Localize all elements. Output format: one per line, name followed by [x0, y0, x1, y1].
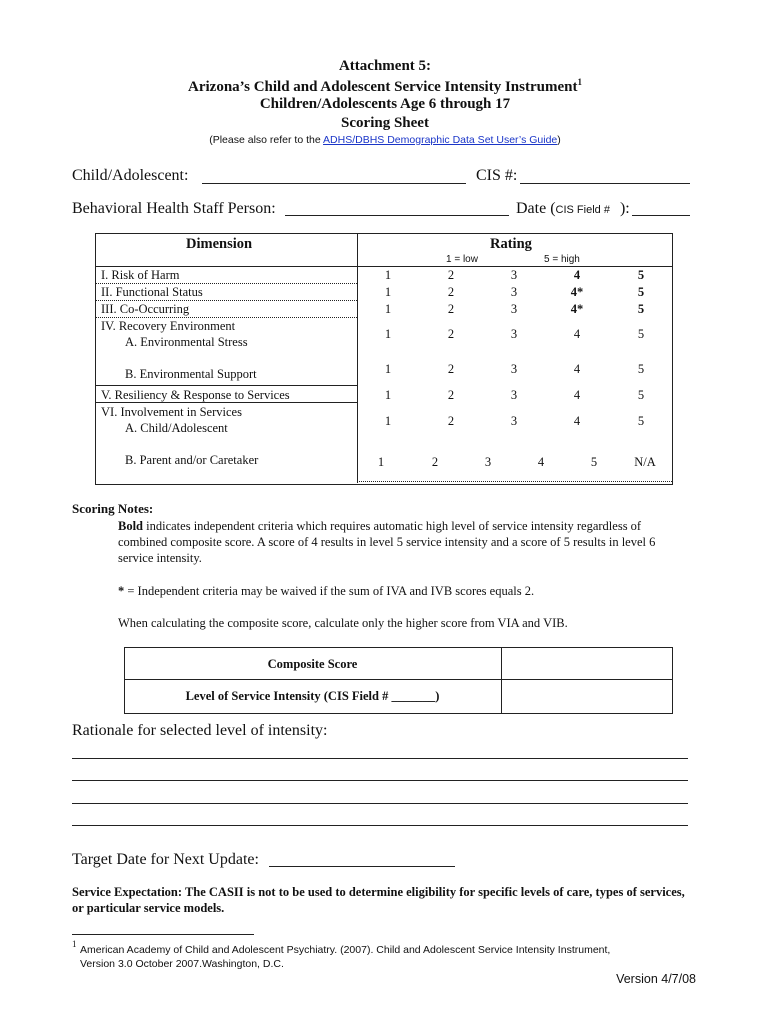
- reference-prefix: (Please also refer to the: [209, 134, 324, 146]
- rating-option-bold[interactable]: 4: [573, 268, 581, 282]
- row-resiliency: V. Resiliency & Response to Services: [101, 388, 290, 402]
- rating-option[interactable]: 5: [637, 327, 645, 341]
- rating-option[interactable]: 1: [377, 455, 385, 469]
- rating-option[interactable]: 2: [447, 362, 455, 376]
- scoring-note-bold: [118, 518, 690, 566]
- rationale-line[interactable]: [72, 780, 688, 781]
- rating-option[interactable]: 2: [447, 414, 455, 428]
- rating-option[interactable]: 4: [573, 388, 581, 402]
- rating-option-bold[interactable]: 5: [637, 302, 645, 316]
- main-title-text: Arizona’s Child and Adolescent Service Intensity Instrument: [188, 79, 578, 95]
- cis-number-field[interactable]: [520, 183, 690, 184]
- rating-option[interactable]: 3: [510, 414, 518, 428]
- row-parent-caretaker: B. Parent and/or Caretaker: [125, 453, 259, 467]
- header-rule: [95, 266, 672, 267]
- date-label-close: ):: [619, 200, 630, 217]
- low-legend: 1 = low: [446, 254, 478, 265]
- rating-option[interactable]: 5: [590, 455, 598, 469]
- rating-option[interactable]: 1: [384, 388, 392, 402]
- rating-option[interactable]: 5: [637, 362, 645, 376]
- row-rule: [95, 300, 357, 301]
- composite-score-label: Composite Score: [267, 657, 358, 671]
- bold-keyword: Bold: [118, 519, 144, 533]
- rating-option[interactable]: 3: [510, 302, 518, 316]
- doc-main-title: [0, 77, 770, 96]
- row-environmental-support: B. Environmental Support: [125, 367, 257, 381]
- row-rule: [95, 283, 357, 284]
- rationale-line[interactable]: [72, 758, 688, 759]
- doc-attachment-title: Attachment 5:: [338, 58, 432, 74]
- rating-option[interactable]: 4: [573, 414, 581, 428]
- cis-number-label: CIS #:: [476, 167, 518, 184]
- row-involvement: VI. Involvement in Services: [101, 405, 242, 419]
- row-rule: [95, 317, 357, 318]
- rating-option[interactable]: 3: [510, 388, 518, 402]
- doc-scoring-sheet-title: Scoring Sheet: [341, 115, 429, 131]
- star-symbol: *: [118, 584, 125, 598]
- composite-divider: [501, 647, 502, 713]
- row-rule: [95, 385, 357, 386]
- rationale-line[interactable]: [72, 825, 688, 826]
- rating-option[interactable]: 1: [384, 414, 392, 428]
- row-risk-of-harm: I. Risk of Harm: [101, 268, 180, 282]
- rating-option[interactable]: 1: [384, 362, 392, 376]
- service-expectation: Service Expectation: The CASII is not to be used to determine eligibility for specific levels of care, types of services, or particular service models.: [72, 885, 685, 915]
- rating-option[interactable]: 1: [384, 285, 392, 299]
- date-label-open: Date (: [516, 200, 556, 217]
- date-field[interactable]: [632, 215, 690, 216]
- row-co-occurring: III. Co-Occurring: [101, 302, 190, 316]
- table-divider: [357, 233, 358, 483]
- rating-option[interactable]: 2: [447, 268, 455, 282]
- composite-score-value[interactable]: [503, 649, 670, 678]
- rating-option-bold[interactable]: 4*: [570, 285, 584, 299]
- row-recovery-environment: IV. Recovery Environment: [101, 319, 236, 333]
- rating-option[interactable]: 3: [510, 327, 518, 341]
- rating-option[interactable]: 1: [384, 268, 392, 282]
- bold-explanation: indicates independent criteria which requires automatic high level of service intensity regardless of combined composite score. A score of 4 results in level 5 service intensity and a score of 5 results in level 6 service intensity.: [118, 519, 656, 565]
- rating-header: Rating: [490, 236, 532, 252]
- rating-option[interactable]: 4: [573, 327, 581, 341]
- rating-option[interactable]: 2: [447, 388, 455, 402]
- footnote-rule: [72, 934, 254, 935]
- row-functional-status: II. Functional Status: [101, 285, 203, 299]
- rating-option[interactable]: 1: [384, 302, 392, 316]
- rating-option-bold[interactable]: 5: [637, 285, 645, 299]
- rationale-line[interactable]: [72, 803, 688, 804]
- child-adolescent-label: Child/Adolescent:: [72, 167, 189, 184]
- scoring-note-star: [118, 583, 690, 599]
- rating-option[interactable]: 2: [447, 285, 455, 299]
- composite-rule: [124, 679, 672, 680]
- star-explanation: = Independent criteria may be waived if the sum of IVA and IVB scores equals 2.: [124, 584, 535, 598]
- rating-option[interactable]: 3: [484, 455, 492, 469]
- rating-option[interactable]: 2: [447, 302, 455, 316]
- footnote-marker: 1: [72, 939, 77, 949]
- title-footnote-ref: 1: [577, 77, 582, 87]
- row-environmental-stress: A. Environmental Stress: [125, 335, 248, 349]
- rating-option[interactable]: 2: [431, 455, 439, 469]
- user-guide-link[interactable]: ADHS/DBHS Demographic Data Set User’s Guide: [323, 134, 558, 146]
- target-date-field[interactable]: [269, 866, 455, 867]
- rating-option[interactable]: 5: [637, 388, 645, 402]
- date-label: [516, 200, 630, 218]
- high-legend: 5 = high: [544, 254, 580, 265]
- level-of-service-value[interactable]: [503, 681, 670, 711]
- target-date-label: Target Date for Next Update:: [72, 851, 259, 868]
- level-of-service-label: Level of Service Intensity (CIS Field # _______): [185, 689, 440, 703]
- reference-suffix: ): [557, 134, 561, 146]
- rating-option[interactable]: 3: [510, 362, 518, 376]
- row-rule: [357, 481, 672, 482]
- scoring-notes-heading: Scoring Notes:: [72, 501, 154, 516]
- rating-option[interactable]: 2: [447, 327, 455, 341]
- rating-option[interactable]: 5: [637, 414, 645, 428]
- date-cis-field: CIS Field #: [555, 204, 610, 216]
- rationale-label: Rationale for selected level of intensity:: [72, 722, 328, 739]
- rating-option[interactable]: 4: [537, 455, 545, 469]
- staff-person-label: Behavioral Health Staff Person:: [72, 200, 276, 217]
- footnote-line2: Version 3.0 October 2007.Washington, D.C.: [80, 958, 284, 970]
- rating-option-bold[interactable]: 4*: [570, 302, 584, 316]
- rating-option-bold[interactable]: 5: [637, 268, 645, 282]
- row-child-adolescent: A. Child/Adolescent: [125, 421, 228, 435]
- rating-option-na[interactable]: N/A: [634, 455, 656, 469]
- version-label: Version 4/7/08: [616, 972, 696, 986]
- scoring-note-composite: When calculating the composite score, calculate only the higher score from VIA and VIB.: [118, 616, 568, 630]
- doc-age-range: Children/Adolescents Age 6 through 17: [259, 96, 511, 112]
- rating-option[interactable]: 1: [384, 327, 392, 341]
- child-adolescent-field[interactable]: [202, 183, 466, 184]
- rating-option[interactable]: 3: [510, 285, 518, 299]
- staff-person-field[interactable]: [285, 215, 509, 216]
- dimension-header: Dimension: [186, 236, 253, 252]
- rating-option[interactable]: 3: [510, 268, 518, 282]
- rating-option[interactable]: 4: [573, 362, 581, 376]
- footnote-line1: American Academy of Child and Adolescent Psychiatry. (2007). Child and Adolescent Service Intensity Instrument,: [80, 944, 611, 956]
- reference-note: [0, 134, 770, 146]
